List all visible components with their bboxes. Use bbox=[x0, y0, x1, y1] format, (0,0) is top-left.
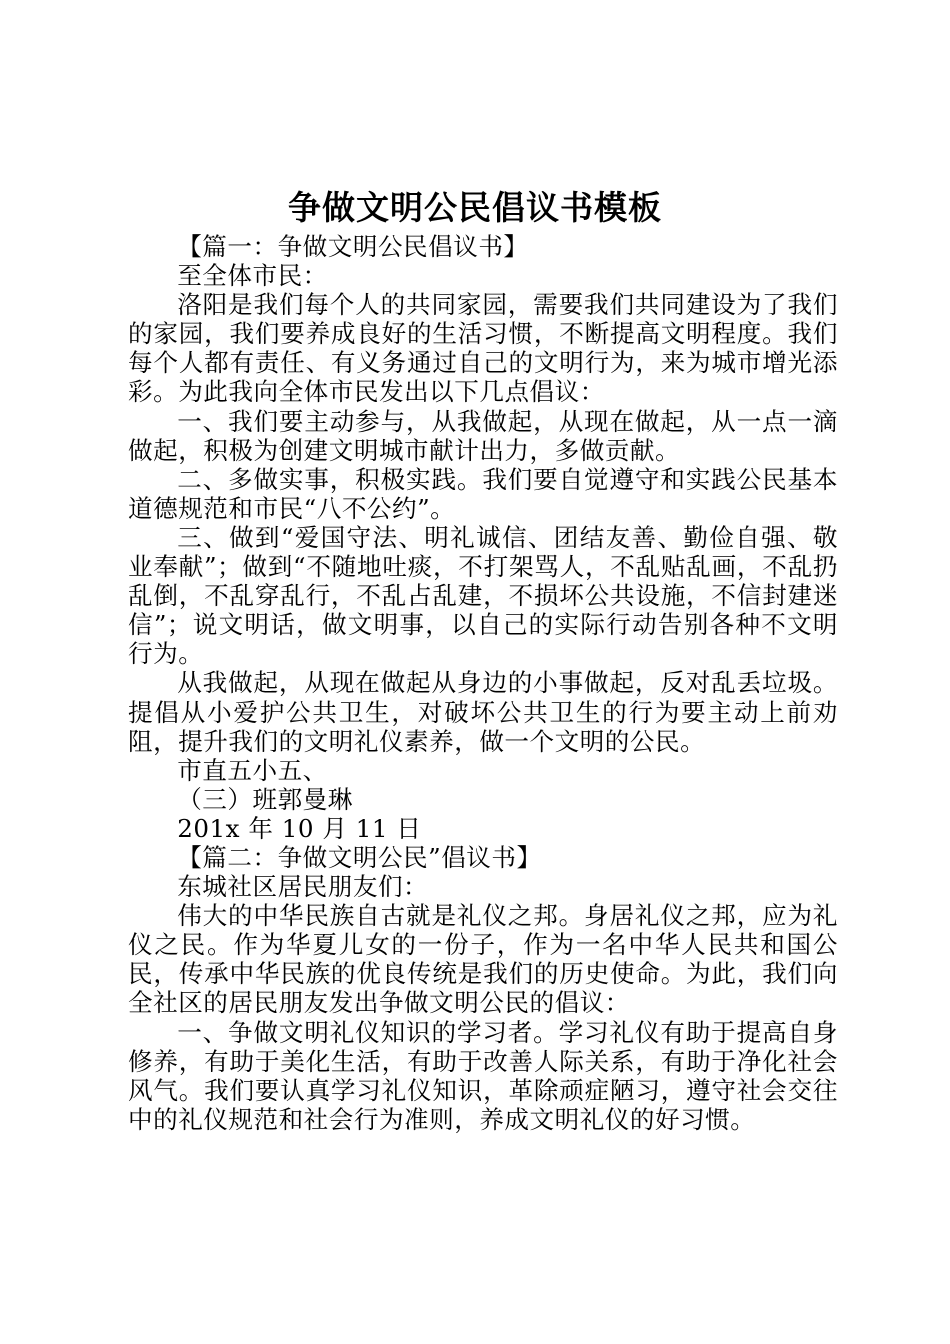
document-title: 争做文明公民倡议书模板 bbox=[288, 188, 662, 227]
signature-class-name: （三）班郭曼琳 bbox=[177, 784, 353, 814]
paragraph-closing-1: 从我做起，从现在做起从身边的小事做起，反对乱丢垃圾。提倡从小爱护公共卫生，对破坏公共卫生的行为要主动上前劝阻，提升我们的文明礼仪素养，做一个文明的公民。 bbox=[128, 668, 838, 756]
paragraph-point-2: 二、多做实事，积极实践。我们要自觉遵守和实践公民基本道德规范和市民“八不公约”。 bbox=[128, 464, 838, 523]
paragraph-intro-1: 洛阳是我们每个人的共同家园，需要我们共同建设为了我们的家园，我们要养成良好的生活习惯，不断提高文明程度。我们每个人都有责任、有义务通过自己的文明行为，来为城市增光添彩。为此我向全体市民发出以下几点倡议： bbox=[128, 290, 838, 407]
section-heading-2: 【篇二：争做文明公民”倡议书】 bbox=[177, 842, 542, 872]
paragraph-point-3: 三、做到“爱国守法、明礼诚信、团结友善、勤俭自强、敬业奉献”；做到“不随地吐痰，不打架骂人，不乱贴乱画，不乱扔乱倒，不乱穿乱行，不乱占乱建，不损坏公共设施，不信封建迷信”；说文明话，做文明事，以自己的实际行动告别各种不文明行为。 bbox=[128, 522, 838, 669]
paragraph-point-1: 一、我们要主动参与，从我做起，从现在做起，从一点一滴做起，积极为创建文明城市献计出力，多做贡献。 bbox=[128, 406, 838, 465]
signature-school: 市直五小五、 bbox=[177, 755, 328, 785]
paragraph-point-2-1: 一、争做文明礼仪知识的学习者。学习礼仪有助于提高自身修养，有助于美化生活，有助于改善人际关系，有助于净化社会风气。我们要认真学习礼仪知识，革除顽症陋习，遵守社会交往中的礼仪规范和社会行为准则，养成文明礼仪的好习惯。 bbox=[128, 1017, 838, 1134]
document-body bbox=[128, 232, 838, 1134]
salutation-1: 至全体市民： bbox=[177, 261, 328, 291]
paragraph-intro-2: 伟大的中华民族自古就是礼仪之邦。身居礼仪之邦，应为礼仪之民。作为华夏儿女的一份子，作为一名中华人民共和国公民，传承中华民族的优良传统是我们的历史使命。为此，我们向全社区的居民朋友发出争做文明公民的倡议： bbox=[128, 901, 838, 1018]
signature-date: 201x 年 10 月 11 日 bbox=[177, 813, 422, 843]
salutation-2: 东城社区居民朋友们： bbox=[177, 872, 429, 902]
section-heading-1: 【篇一：争做文明公民倡议书】 bbox=[177, 232, 529, 261]
